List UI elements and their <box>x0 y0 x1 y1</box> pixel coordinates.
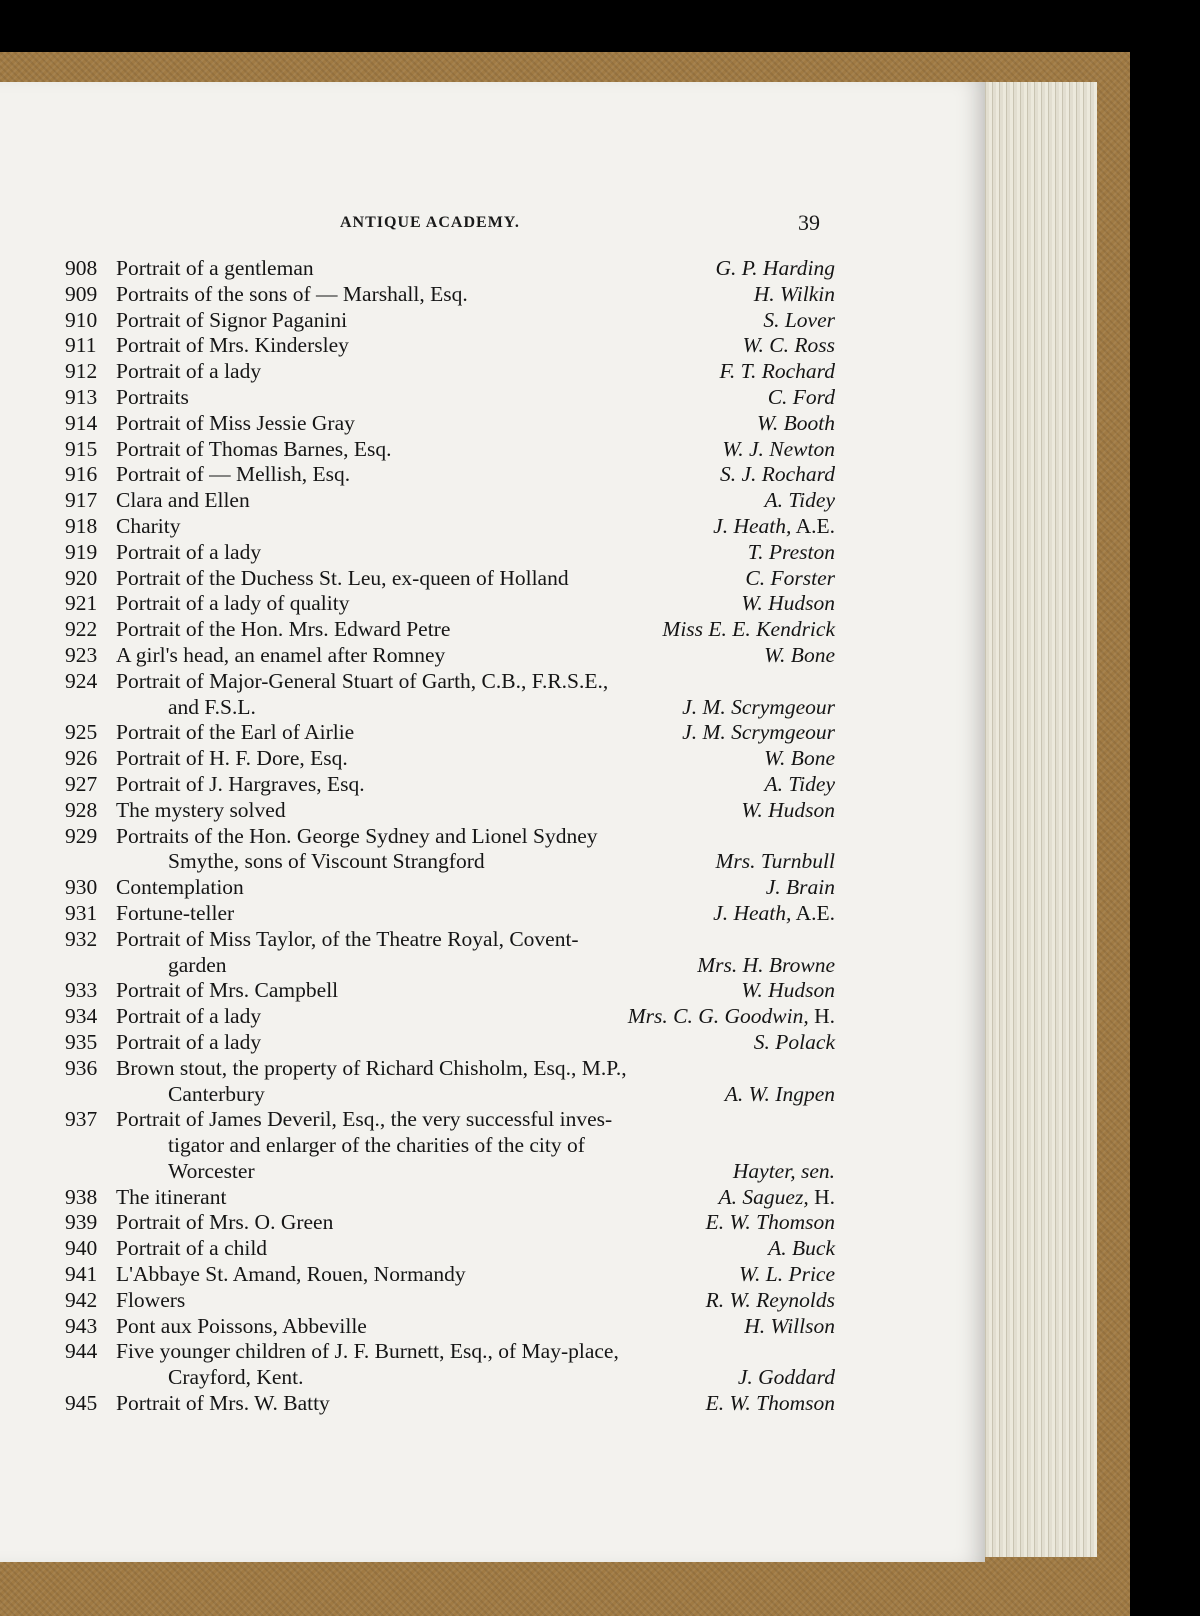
entry-artist <box>766 875 835 901</box>
entry-line <box>65 1391 835 1417</box>
artist-name: A. Saguez, <box>718 1184 809 1209</box>
entry-line <box>65 1107 835 1133</box>
entry-line <box>65 695 835 721</box>
artist-distinction: H. <box>808 1184 835 1209</box>
entry-title: A girl's head, an enamel after Romney <box>116 642 446 667</box>
entry-line <box>65 1339 835 1365</box>
entry-title: Portrait of the Duchess St. Leu, ex-queen of Holland <box>116 565 569 590</box>
entry-title: Portrait of Mrs. Kindersley <box>116 333 349 358</box>
entry-artist <box>741 978 835 1004</box>
entry-line <box>65 978 835 1004</box>
entry-number: 938 <box>65 1184 98 1209</box>
entry-title: Pont aux Poissons, Abbeville <box>116 1313 367 1338</box>
entry-title: Brown stout, the property of Richard Chisholm, Esq., M.P., <box>116 1055 627 1080</box>
entry-artist <box>744 1314 835 1340</box>
entry-artist <box>754 1030 835 1056</box>
entry-number: 924 <box>65 668 98 693</box>
entry-title: Portrait of a lady <box>116 359 262 384</box>
entry-number: 911 <box>65 333 97 358</box>
entry-number: 930 <box>65 875 98 900</box>
artist-name: W. Hudson <box>741 591 835 616</box>
entry-artist <box>764 643 835 669</box>
entry-title: Portrait of Thomas Barnes, Esq. <box>116 436 392 461</box>
artist-name: J. Goddard <box>737 1365 835 1390</box>
entry-title: Portrait of Miss Taylor, of the Theatre Royal, Covent- <box>116 926 579 951</box>
entry-artist <box>725 1082 835 1108</box>
entry-title: The itinerant <box>116 1184 227 1209</box>
artist-name: G. P. Harding <box>715 256 835 280</box>
entry-artist <box>706 1210 835 1236</box>
entry-artist <box>720 359 835 385</box>
entry-line <box>65 462 835 488</box>
entry-line <box>65 772 835 798</box>
artist-name: Mrs. H. Browne <box>697 952 835 977</box>
entry-number: 910 <box>65 307 98 332</box>
entry-number: 922 <box>65 617 98 642</box>
entry-number: 931 <box>65 900 98 925</box>
entry-line <box>65 1262 835 1288</box>
entry-artist <box>743 333 835 359</box>
entry-number: 920 <box>65 565 98 590</box>
artist-name: J. M. Scrymgeour <box>682 694 835 719</box>
entry-title: garden <box>168 952 227 977</box>
artist-name: E. W. Thomson <box>705 1391 835 1416</box>
entry-number: 916 <box>65 462 98 487</box>
entry-title: Portrait of J. Hargraves, Esq. <box>116 771 365 796</box>
entry-line <box>65 333 835 359</box>
entry-line <box>65 1133 835 1159</box>
artist-name: A. Buck <box>768 1236 835 1261</box>
entry-title: Crayford, Kent. <box>168 1365 304 1390</box>
entry-artist <box>716 849 835 875</box>
artist-name: T. Preston <box>747 539 835 564</box>
entry-line <box>65 901 835 927</box>
entry-title: Portraits of the Hon. George Sydney and Lionel Sydney <box>116 823 598 848</box>
entry-title: Clara and Ellen <box>116 488 250 513</box>
entry-artist <box>713 514 835 540</box>
entry-number: 918 <box>65 513 98 538</box>
artist-name: C. Ford <box>767 384 835 409</box>
entry-number: 926 <box>65 746 98 771</box>
entry-artist <box>697 953 835 979</box>
entry-artist <box>628 1004 835 1030</box>
entry-number: 936 <box>65 1055 98 1080</box>
entry-artist <box>754 282 835 308</box>
entry-number: 928 <box>65 797 98 822</box>
entry-title: Flowers <box>116 1287 186 1312</box>
entry-line <box>65 1185 835 1211</box>
entry-number: 940 <box>65 1236 98 1261</box>
entry-number: 923 <box>65 642 98 667</box>
entry-artist <box>720 462 835 488</box>
entry-number: 939 <box>65 1210 98 1235</box>
entry-number: 919 <box>65 539 98 564</box>
entry-artist <box>662 617 835 643</box>
entry-line <box>65 540 835 566</box>
entry-line <box>65 385 835 411</box>
artist-name: W. L. Price <box>739 1262 835 1287</box>
artist-distinction: A.E. <box>791 513 835 538</box>
entry-title: Portraits of the sons of — Marshall, Esq. <box>116 281 468 306</box>
page-edges <box>975 82 1097 1557</box>
entry-title: Fortune-teller <box>116 900 235 925</box>
artist-name: C. Forster <box>745 565 835 590</box>
entry-line <box>65 669 835 695</box>
entry-title: Worcester <box>168 1158 255 1183</box>
entry-number: 935 <box>65 1029 98 1054</box>
entry-artist <box>748 540 835 566</box>
artist-name: Mrs. Turnbull <box>715 849 835 874</box>
entry-title: Portrait of a lady <box>116 1029 262 1054</box>
entry-title: Portrait of James Deveril, Esq., the very successful inves- <box>116 1107 613 1132</box>
artist-name: W. Hudson <box>741 797 835 822</box>
entry-artist <box>765 488 835 514</box>
artist-name: S. J. Rochard <box>719 462 835 487</box>
artist-name: F. T. Rochard <box>719 359 835 384</box>
entry-artist <box>763 308 835 334</box>
entry-line <box>65 720 835 746</box>
entry-number: 937 <box>65 1107 98 1132</box>
entry-line <box>65 1056 835 1082</box>
entry-line <box>65 437 835 463</box>
entry-number: 932 <box>65 926 98 951</box>
entry-title: Portrait of the Hon. Mrs. Edward Petre <box>116 617 451 642</box>
artist-name: W. Hudson <box>741 978 835 1003</box>
entry-title: Portrait of a child <box>116 1236 268 1261</box>
artist-name: A. Tidey <box>764 488 835 513</box>
entry-line <box>65 488 835 514</box>
entry-artist <box>764 746 835 772</box>
entry-title: Portrait of a gentleman <box>116 256 314 280</box>
artist-name: S. Polack <box>753 1029 835 1054</box>
entry-line <box>65 411 835 437</box>
entry-title: Portrait of — Mellish, Esq. <box>116 462 351 487</box>
entry-number: 909 <box>65 281 98 306</box>
entry-artist <box>768 1236 835 1262</box>
entry-artist <box>739 1262 835 1288</box>
artist-name: H. Wilkin <box>753 281 835 306</box>
artist-name: Mrs. C. G. Goodwin, <box>627 1004 809 1029</box>
entry-number: 927 <box>65 771 98 796</box>
artist-name: A. W. Ingpen <box>724 1081 835 1106</box>
entry-line <box>65 359 835 385</box>
entry-title: tigator and enlarger of the charities of the city of <box>168 1133 585 1158</box>
artist-name: W. Bone <box>764 642 835 667</box>
entry-artist <box>757 411 835 437</box>
entry-number: 941 <box>65 1262 98 1287</box>
entry-title: Portraits <box>116 384 189 409</box>
page-header <box>340 210 820 240</box>
entry-number: 912 <box>65 359 98 384</box>
entry-title: The mystery solved <box>116 797 286 822</box>
entry-artist <box>738 1365 835 1391</box>
artist-name: R. W. Reynolds <box>705 1287 835 1312</box>
entry-artist <box>733 1159 835 1185</box>
entry-number: 915 <box>65 436 98 461</box>
entry-artist <box>682 720 835 746</box>
entry-artist <box>768 385 835 411</box>
entry-number: 913 <box>65 384 98 409</box>
entry-line <box>65 875 835 901</box>
entry-line <box>65 514 835 540</box>
entry-line <box>65 1030 835 1056</box>
entry-line <box>65 1159 835 1185</box>
entry-line <box>65 849 835 875</box>
entry-line <box>65 1236 835 1262</box>
entry-number: 914 <box>65 410 98 435</box>
entry-title: Portrait of Major-General Stuart of Garth, C.B., F.R.S.E., <box>116 668 609 693</box>
entry-title: Five younger children of J. F. Burnett, Esq., of May-place, <box>116 1339 619 1364</box>
entry-line <box>65 824 835 850</box>
entry-line <box>65 308 835 334</box>
entry-number: 933 <box>65 978 98 1003</box>
artist-name: W. J. Newton <box>722 436 835 461</box>
entry-artist <box>706 1288 835 1314</box>
entry-line <box>65 1004 835 1030</box>
entry-line <box>65 256 835 282</box>
entry-line <box>65 282 835 308</box>
entry-line <box>65 1210 835 1236</box>
artist-name: E. W. Thomson <box>705 1210 835 1235</box>
entry-title: Portrait of a lady <box>116 539 262 564</box>
entry-number: 925 <box>65 720 98 745</box>
artist-distinction: A.E. <box>791 900 835 925</box>
entry-artist <box>745 566 835 592</box>
entry-line <box>65 643 835 669</box>
page-number: 39 <box>798 210 820 235</box>
entry-number: 934 <box>65 1004 98 1029</box>
artist-distinction: H. <box>808 1004 835 1029</box>
entry-line <box>65 927 835 953</box>
entry-line <box>65 953 835 979</box>
artist-name: H. Willson <box>744 1313 835 1338</box>
artist-name: A. Tidey <box>764 771 835 796</box>
entry-artist <box>682 695 835 721</box>
entry-title: Portrait of Mrs. O. Green <box>116 1210 334 1235</box>
artist-name: J. Heath, <box>713 900 792 925</box>
entry-line <box>65 617 835 643</box>
artist-name: W. C. Ross <box>742 333 835 358</box>
entry-line <box>65 1082 835 1108</box>
entry-number: 944 <box>65 1339 98 1364</box>
entry-artist <box>765 772 835 798</box>
entry-number: 943 <box>65 1313 98 1338</box>
entry-line <box>65 1365 835 1391</box>
entry-number: 917 <box>65 488 98 513</box>
entry-title: Charity <box>116 513 181 538</box>
entry-artist <box>706 1391 835 1417</box>
entry-title: Portrait of the Earl of Airlie <box>116 720 355 745</box>
entry-title: Portrait of Mrs. Campbell <box>116 978 339 1003</box>
entry-artist <box>722 437 835 463</box>
entry-artist <box>716 256 835 282</box>
entry-artist <box>741 798 835 824</box>
entry-title: Smythe, sons of Viscount Strangford <box>168 849 485 874</box>
entry-title: Portrait of Signor Paganini <box>116 307 348 332</box>
artist-name: S. Lover <box>763 307 835 332</box>
entry-title: Portrait of a lady <box>116 1004 262 1029</box>
entry-title: Portrait of Mrs. W. Batty <box>116 1391 330 1416</box>
entry-artist <box>719 1185 835 1211</box>
running-title: ANTIQUE ACADEMY. <box>340 214 520 231</box>
artist-name: J. M. Scrymgeour <box>682 720 835 745</box>
entry-line <box>65 798 835 824</box>
artist-name: W. Booth <box>756 410 835 435</box>
entry-title: L'Abbaye St. Amand, Rouen, Normandy <box>116 1262 466 1287</box>
entry-title: Portrait of H. F. Dore, Esq. <box>116 746 348 771</box>
entry-number: 942 <box>65 1287 98 1312</box>
entry-artist <box>741 591 835 617</box>
artist-name: J. Heath, <box>713 513 792 538</box>
catalogue-entries <box>65 256 835 1417</box>
entry-title: Canterbury <box>168 1081 265 1106</box>
artist-name: W. Bone <box>764 746 835 771</box>
artist-name: Hayter, sen. <box>732 1158 835 1183</box>
entry-title: Portrait of a lady of quality <box>116 591 350 616</box>
entry-line <box>65 1314 835 1340</box>
entry-line <box>65 1288 835 1314</box>
entry-number: 929 <box>65 823 98 848</box>
entry-number: 921 <box>65 591 98 616</box>
entry-title: Contemplation <box>116 875 244 900</box>
entry-line <box>65 591 835 617</box>
entry-artist <box>713 901 835 927</box>
entry-number: 945 <box>65 1391 98 1416</box>
artist-name: Miss E. E. Kendrick <box>662 617 835 642</box>
artist-name: J. Brain <box>765 875 835 900</box>
entry-title: Portrait of Miss Jessie Gray <box>116 410 355 435</box>
entry-title: and F.S.L. <box>168 694 256 719</box>
entry-line <box>65 746 835 772</box>
entry-number: 908 <box>65 256 98 280</box>
entry-line <box>65 566 835 592</box>
